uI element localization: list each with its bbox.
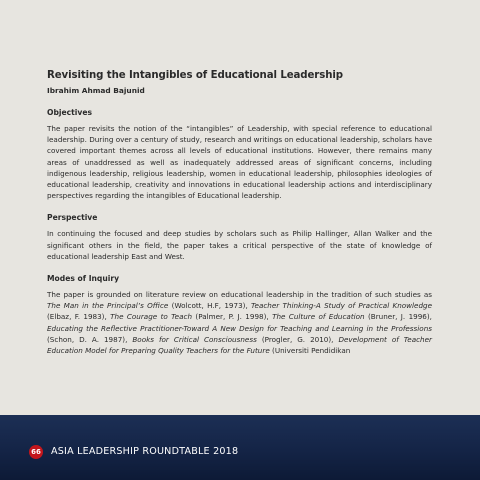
cited-title: Teacher Thinking-A Study of Practical Knowledge <box>251 301 432 311</box>
text-run: (Bruner, J. 1996), <box>364 312 432 322</box>
page-number-badge: 66 <box>29 445 43 459</box>
modes-of-inquiry-paragraph <box>47 289 432 356</box>
cited-title: The Man in the Principal’s Office <box>47 301 169 311</box>
footer-band <box>0 415 480 480</box>
cited-title: The Courage to Teach <box>110 312 193 322</box>
cited-title: The Culture of Education <box>272 312 365 322</box>
text-run: The paper is grounded on literature review on educational leadership in the tradition of such studies as <box>47 290 432 300</box>
text-run: (Palmer, P. J. 1998), <box>192 312 273 322</box>
objectives-heading: Objectives <box>47 108 92 117</box>
perspective-paragraph: In continuing the focused and deep studies by scholars such as Philip Hallinger, Allan Walker and the significant others in the field, the paper takes a critical perspective of the state of knowledge of educational leadership East and West. <box>47 229 432 261</box>
cited-title: Books for Critical Consciousness <box>132 334 257 344</box>
author-name: Ibrahim Ahmad Bajunid <box>47 86 145 95</box>
text-run: (Wolcott, H.F, 1973), <box>168 301 252 311</box>
modes-of-inquiry-heading: Modes of Inquiry <box>47 274 120 284</box>
perspective-heading: Perspective <box>47 213 98 223</box>
paper-title: Revisiting the Intangibles of Educational Leadership <box>47 70 343 81</box>
text-run: (Elbaz, F. 1983), <box>47 312 111 322</box>
cited-title: Development of Teacher Education Model for Preparing Quality Teachers for the Future <box>47 334 432 356</box>
publication-title: ASIA LEADERSHIP ROUNDTABLE 2018 <box>51 446 239 457</box>
text-run: (Progler, G. 2010), <box>256 334 339 344</box>
text-run: (Universiti Pendidikan <box>269 346 351 356</box>
objectives-paragraph: The paper revisits the notion of the “intangibles” of Leadership, with special reference to educational leadership. During over a century of study, research and writings on educational leadership, scholars have covered important themes across all levels of educational institutions. However, there remains many areas of unaddressed as well as inadequately addressed areas of significant concerns, including indigenous leadership, religious leadership, women in educational leadership, philosophies ideologies of educational leadership, creativity and innovations in educational leadership actions and interdisciplinary perspectives regarding the intangibles of Educational leadership. <box>47 124 432 201</box>
page-content <box>47 70 432 368</box>
text-run: (Schon, D. A. 1987), <box>47 334 133 344</box>
cited-title: Educating the Reflective Practitioner-Toward A New Design for Teaching and Learning in the Professions <box>47 323 432 333</box>
